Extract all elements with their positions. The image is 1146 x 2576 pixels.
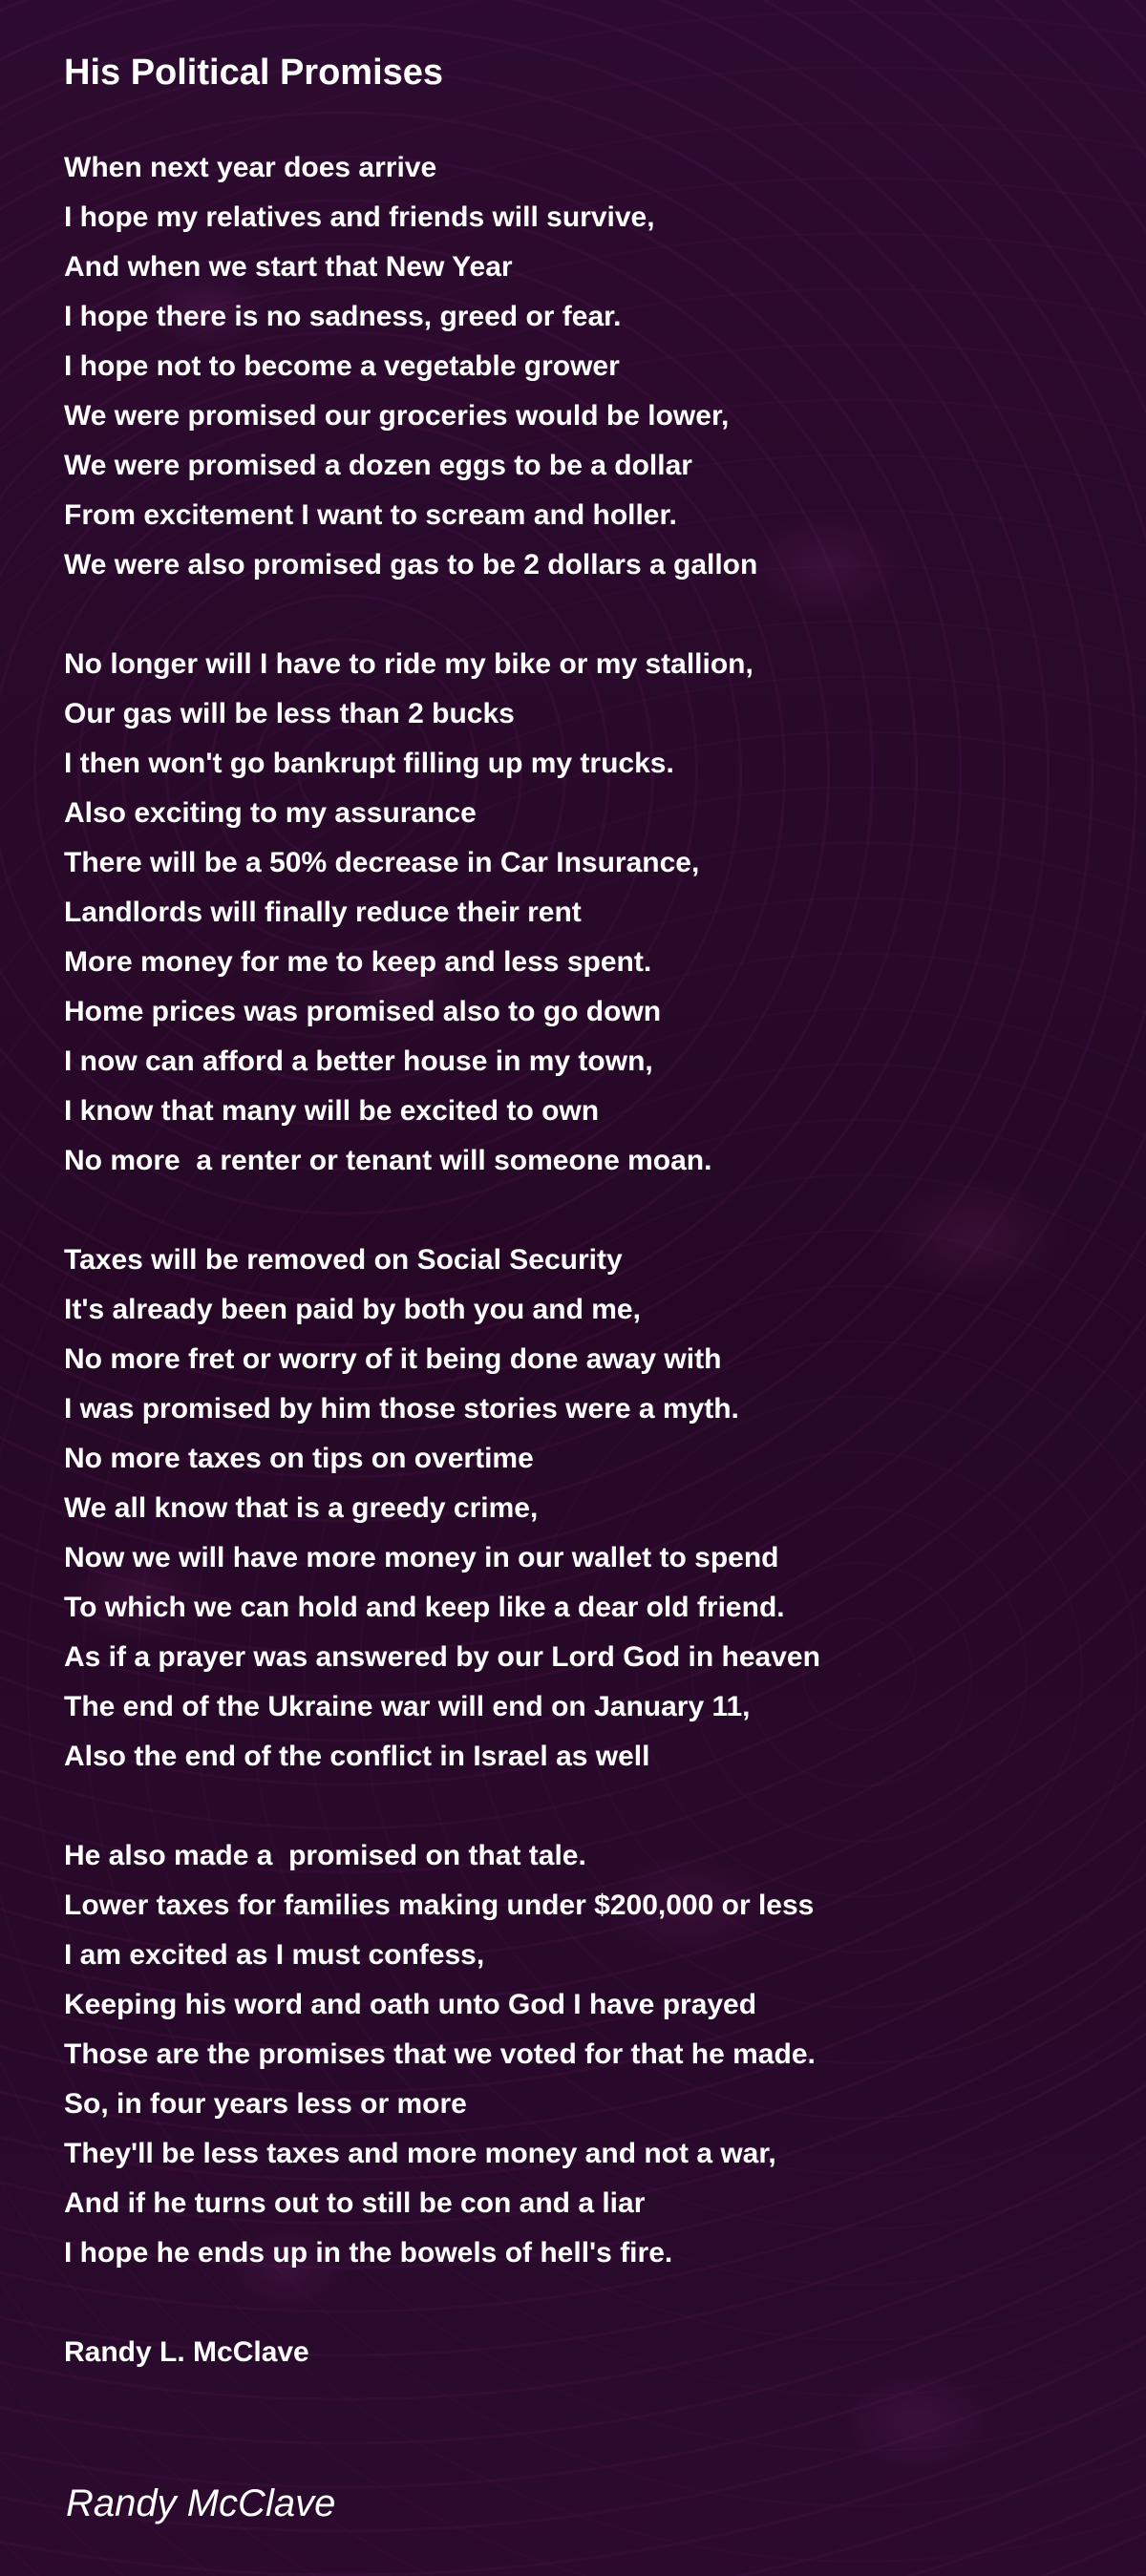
poem-line: And when we start that New Year — [64, 251, 513, 283]
poem-line: No longer will I have to ride my bike or my stallion, — [64, 648, 753, 680]
poem-line: We were also promised gas to be 2 dollars a gallon — [64, 549, 758, 581]
poem-line: They'll be less taxes and more money and not a war, — [64, 2138, 776, 2169]
poem-line: Those are the promises that we voted for that he made. — [64, 2038, 816, 2070]
poem-line: More money for me to keep and less spent. — [64, 946, 652, 978]
poem-line: We all know that is a greedy crime, — [64, 1492, 539, 1524]
poem-line: From excitement I want to scream and holler. — [64, 499, 677, 531]
poem-line: I am excited as I must confess, — [64, 1939, 485, 1971]
poem-line: I hope my relatives and friends will survive, — [64, 201, 655, 233]
poem-line: Keeping his word and oath unto God I have prayed — [64, 1989, 757, 2020]
poem-line: I now can afford a better house in my town, — [64, 1045, 653, 1077]
poem-line: No more a renter or tenant will someone moan. — [64, 1145, 712, 1176]
author-name: Randy McClave — [66, 2482, 336, 2524]
poem-line: Our gas will be less than 2 bucks — [64, 698, 515, 729]
poem-line: Also the end of the conflict in Israel as well — [64, 1741, 650, 1772]
poem-signature: Randy L. McClave — [64, 2336, 309, 2368]
poem-line: When next year does arrive — [64, 152, 437, 183]
poem-line: I hope not to become a vegetable grower — [64, 350, 620, 382]
poem-line: Taxes will be removed on Social Security — [64, 1244, 623, 1276]
poem-line: And if he turns out to still be con and a liar — [64, 2187, 646, 2219]
poem-line: Landlords will finally reduce their rent — [64, 897, 582, 928]
poem-line: We were promised a dozen eggs to be a dollar — [64, 450, 692, 481]
poem-line: The end of the Ukraine war will end on January 11, — [64, 1691, 751, 1722]
poem-line: No more taxes on tips on overtime — [64, 1443, 534, 1474]
poem-line: Lower taxes for families making under $200,000 or less — [64, 1890, 815, 1921]
poem-line: Also exciting to my assurance — [64, 797, 477, 829]
stanza-3 — [64, 1235, 1095, 1782]
poem-line: I hope there is no sadness, greed or fear. — [64, 301, 622, 332]
poem-line: No more fret or worry of it being done away with — [64, 1343, 722, 1375]
poem-line: He also made a promised on that tale. — [64, 1840, 586, 1871]
poem-line: I hope he ends up in the bowels of hell's fire. — [64, 2237, 673, 2269]
poem-line: To which we can hold and keep like a dear old friend. — [64, 1592, 785, 1623]
poem-body — [64, 143, 1095, 2377]
stanza-4 — [64, 1831, 1095, 2278]
poem-line: I know that many will be excited to own — [64, 1095, 600, 1127]
poem-title: His Political Promises — [64, 53, 444, 93]
stanza-1 — [64, 143, 1095, 590]
stanza-2 — [64, 640, 1095, 1186]
poem-line: Home prices was promised also to go down — [64, 996, 662, 1027]
poem-line: As if a prayer was answered by our Lord God in heaven — [64, 1641, 820, 1673]
poem-line: We were promised our groceries would be lower, — [64, 400, 730, 432]
poem-line: So, in four years less or more — [64, 2088, 467, 2120]
poem-line: I then won't go bankrupt filling up my trucks. — [64, 748, 674, 779]
poem-line: I was promised by him those stories were a myth. — [64, 1393, 739, 1425]
poem-line: Now we will have more money in our wallet to spend — [64, 1542, 779, 1573]
poem-line: There will be a 50% decrease in Car Insurance, — [64, 847, 700, 878]
poem-container — [64, 50, 1095, 2377]
poem-line: It's already been paid by both you and me, — [64, 1294, 641, 1325]
